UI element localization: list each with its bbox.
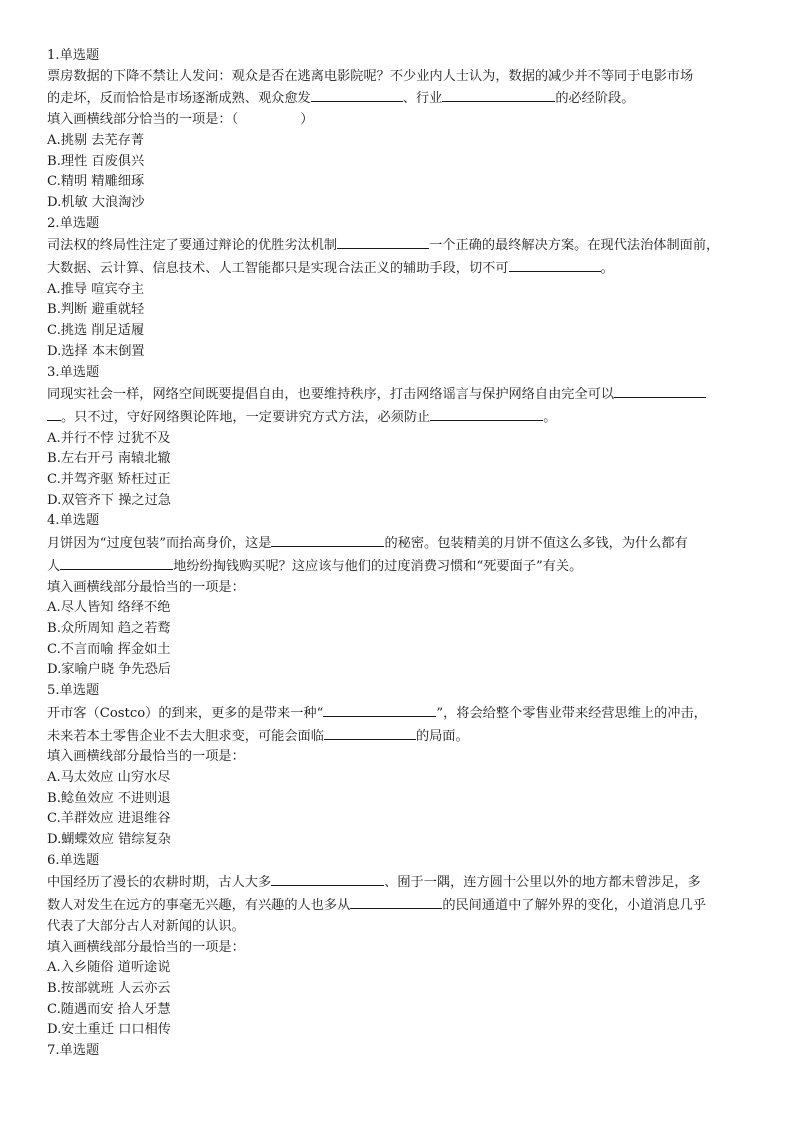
option-a[interactable]: A.入乡随俗 道听途说: [47, 960, 171, 976]
option-d[interactable]: D.家喻户晓 争先恐后: [47, 662, 171, 678]
option-a[interactable]: A.并行不悖 过犹不及: [47, 430, 171, 446]
option-b[interactable]: B.左右开弓 南辕北辙: [47, 451, 171, 467]
question-stem-line: 未来若本土零售企业不去大胆求变，可能会面临 的局面。: [47, 725, 761, 748]
answer-blank: [350, 894, 442, 909]
option-a[interactable]: A.推导 喧宾夺主: [47, 281, 145, 297]
answer-blank: [442, 87, 555, 102]
option-d[interactable]: D.机敏 大浪淘沙: [47, 194, 145, 210]
question-number: 3.单选题: [47, 364, 100, 380]
question-stem-line: 大数据、云计算、信息技术、人工智能都只是实现合法正义的辅助手段，切不可 。: [47, 257, 761, 280]
question-4: [47, 511, 761, 681]
question-3: [47, 363, 761, 512]
question-stem-line: 的走坏，反而恰恰是市场逐渐成熟、观众愈发 、行业 的必经阶段。: [47, 87, 761, 110]
answer-blank: [271, 871, 384, 886]
option-c[interactable]: C.挑选 削足适履: [47, 323, 145, 339]
question-stem-line: 票房数据的下降不禁让人发问：观众是否在逃离电影院呢？不少业内人士认为，数据的减少并不等同于电影市场: [47, 68, 694, 84]
option-b[interactable]: B.理性 百废俱兴: [47, 153, 145, 169]
option-c[interactable]: C.并驾齐驱 矫枉过正: [47, 472, 171, 488]
question-stem-line: 。只不过，守好网络舆论阵地，一定要讲究方式方法，必须防止 。: [47, 406, 761, 429]
option-a[interactable]: A.马太效应 山穷水尽: [47, 769, 171, 785]
option-c[interactable]: C.随遇而安 拾人牙慧: [47, 1001, 171, 1017]
question-prompt: 填入画横线部分恰当的一项是：（ ）: [47, 112, 314, 128]
answer-blank: [271, 532, 384, 547]
option-d[interactable]: D.安土重迁 口口相传: [47, 1022, 171, 1038]
answer-blank: [337, 234, 429, 249]
question-stem-line: 人 地纷纷掏钱购买呢？这应该与他们的过度消费习惯和“死要面子”有关。: [47, 555, 761, 578]
question-prompt: 填入画横线部分最恰当的一项是：: [47, 939, 245, 955]
question-stem-line: 月饼因为“过度包装”而抬高身价，这是 的秘密。包装精美的月饼不值这么多钱，为什么都有: [47, 532, 761, 555]
question-7: [47, 1041, 761, 1062]
answer-blank: [509, 257, 601, 272]
option-d[interactable]: D.选择 本末倒置: [47, 343, 145, 359]
question-stem-line: 开市客（Costco）的到来，更多的是带来一种“ ”，将会给整个零售业带来经营思维上的冲击，: [47, 702, 761, 725]
question-prompt: 填入画横线部分最恰当的一项是：: [47, 749, 245, 765]
option-d[interactable]: D.蝴蝶效应 错综复杂: [47, 832, 171, 848]
question-number: 4.单选题: [47, 513, 100, 529]
answer-blank: [614, 383, 706, 398]
question-5: [47, 681, 761, 851]
option-b[interactable]: B.按部就班 人云亦云: [47, 980, 171, 996]
question-stem-line: 司法权的终局性注定了要通过辩论的优胜劣汰机制 一个正确的最终解决方案。在现代法治体制面前，: [47, 234, 761, 257]
answer-blank: [60, 555, 173, 570]
option-b[interactable]: B.众所周知 趋之若鹜: [47, 620, 171, 636]
answer-blank: [324, 725, 416, 740]
question-6: [47, 851, 761, 1041]
question-number: 1.单选题: [47, 48, 100, 63]
option-c[interactable]: C.精明 精雕细琢: [47, 174, 145, 190]
question-2: [47, 214, 761, 363]
question-stem-line: 中国经历了漫长的农耕时期，古人大多 、囿于一隅，连方圆十公里以外的地方都未曾涉足，多: [47, 871, 761, 894]
option-a[interactable]: A.尽人皆知 络绎不绝: [47, 600, 171, 616]
question-number: 5.单选题: [47, 683, 100, 699]
exam-page: [47, 46, 761, 1062]
question-stem-line: 代表了大部分古人对新闻的认识。: [47, 918, 245, 934]
question-prompt: 填入画横线部分最恰当的一项是：: [47, 579, 245, 595]
option-b[interactable]: B.判断 避重就轻: [47, 302, 145, 318]
answer-blank: [311, 87, 403, 102]
question-stem-line: 同现实社会一样，网络空间既要提倡自由，也要维持秩序，打击网络谣言与保护网络自由完全可以: [47, 383, 761, 406]
option-c[interactable]: C.不言而喻 挥金如土: [47, 641, 171, 657]
answer-blank: [323, 702, 436, 717]
question-number: 2.单选题: [47, 215, 100, 231]
question-number: 6.单选题: [47, 852, 100, 868]
option-d[interactable]: D.双管齐下 操之过急: [47, 492, 171, 508]
option-a[interactable]: A.挑剔 去芜存菁: [47, 132, 145, 148]
answer-blank: [430, 406, 543, 421]
option-c[interactable]: C.羊群效应 进退维谷: [47, 811, 171, 827]
question-number: 7.单选题: [47, 1043, 100, 1059]
question-1: [47, 46, 761, 214]
question-stem-line: 数人对发生在远方的事毫无兴趣，有兴趣的人也多从 的民间通道中了解外界的变化，小道消息几乎: [47, 894, 761, 917]
answer-blank-continued: [47, 406, 61, 421]
option-b[interactable]: B.鲶鱼效应 不进则退: [47, 790, 171, 806]
